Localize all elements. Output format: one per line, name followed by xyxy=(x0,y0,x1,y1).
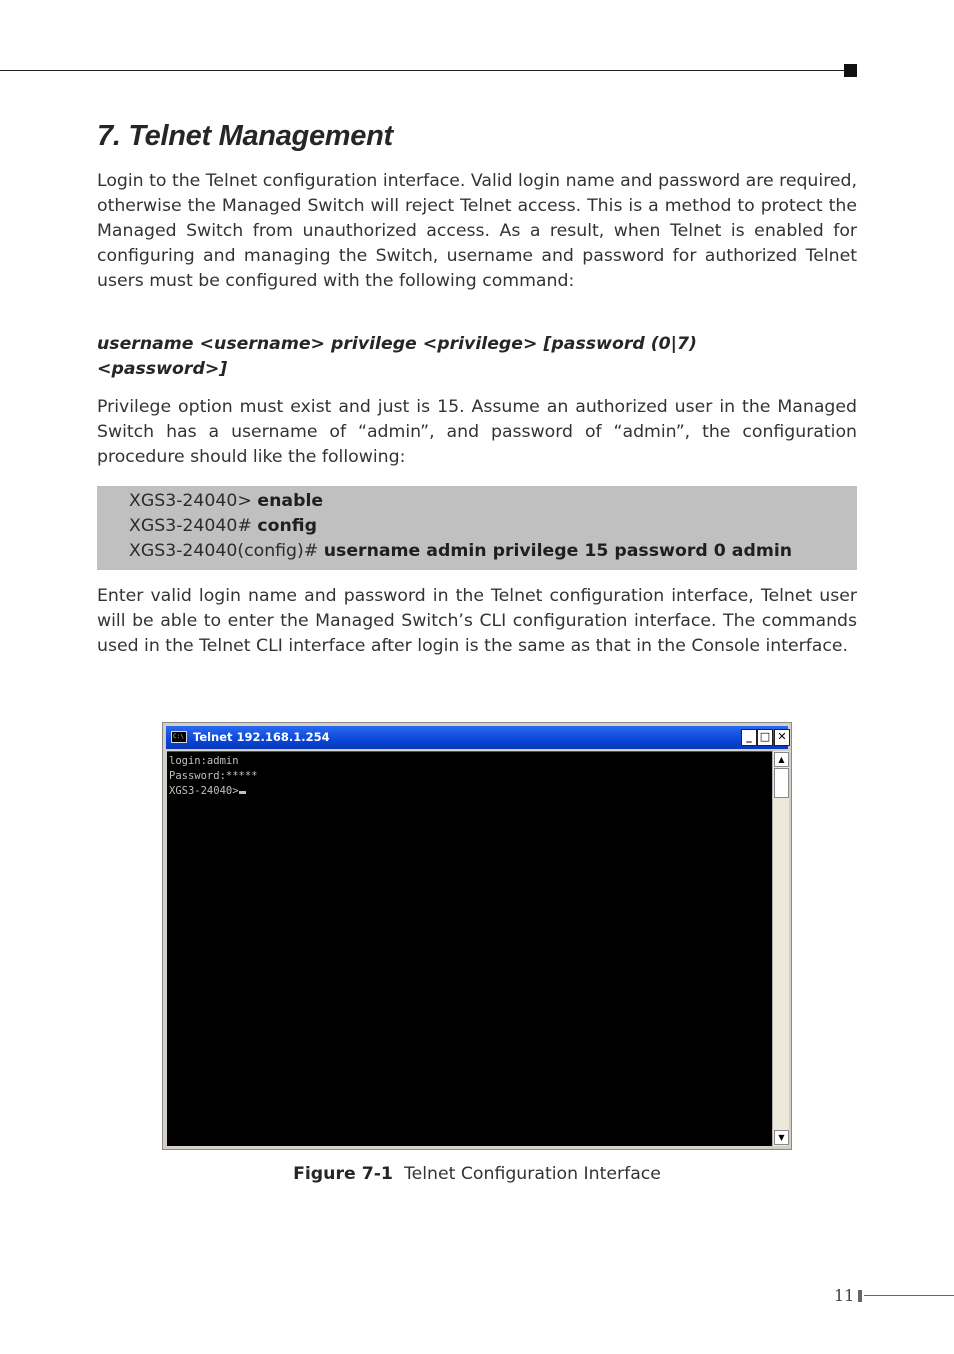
header-square-mark xyxy=(844,64,857,77)
section-heading: 7. Telnet Management xyxy=(97,120,393,152)
code-line xyxy=(129,514,317,539)
syntax-line-2: <password>] xyxy=(97,359,228,379)
code-command: enable xyxy=(257,491,324,511)
window-title: Telnet 192.168.1.254 xyxy=(193,730,330,744)
footer-mark xyxy=(858,1290,862,1302)
page-number: 11 xyxy=(834,1286,855,1305)
minimize-button[interactable]: _ xyxy=(741,729,757,746)
outro-paragraph: Enter valid login name and password in the Telnet configuration interface, Telnet user will be able to enter the Managed Switch’s CLI configuration interface. The commands used in the Telnet CLI interface after login is the same as that in the Console interface. xyxy=(97,586,857,656)
console-icon: C:\ xyxy=(171,731,187,743)
window-titlebar[interactable] xyxy=(166,726,788,749)
scroll-up-arrow-icon[interactable]: ▲ xyxy=(774,752,789,767)
vertical-scrollbar[interactable] xyxy=(772,751,789,1146)
figure-caption xyxy=(0,1162,954,1187)
console-prompt-text: XGS3-24040> xyxy=(169,785,239,797)
telnet-window-screenshot xyxy=(162,722,792,1150)
code-line xyxy=(129,489,323,514)
code-command: config xyxy=(257,516,317,536)
privilege-paragraph: Privilege option must exist and just is 15. Assume an authorized user in the Managed Switch has a username of “admin”, and password of “admin”, the configuration procedure should like the following: xyxy=(97,397,857,467)
console-line-prompt xyxy=(169,784,246,799)
scroll-down-arrow-icon[interactable]: ▼ xyxy=(774,1130,789,1145)
command-syntax xyxy=(97,332,857,382)
code-command: username admin privilege 15 password 0 admin xyxy=(323,541,793,561)
close-button[interactable]: ✕ xyxy=(774,729,790,746)
figure-label: Figure 7-1 xyxy=(293,1164,393,1184)
code-line xyxy=(129,539,792,564)
maximize-button[interactable]: □ xyxy=(757,729,773,746)
code-prompt: XGS3-24040> xyxy=(129,491,258,511)
console-line-login: login:admin xyxy=(169,755,239,767)
code-block xyxy=(97,486,857,570)
figure-caption-text: Telnet Configuration Interface xyxy=(403,1164,661,1184)
syntax-line-1: username <username> privilege <privilege> [password (0|7) xyxy=(97,334,697,354)
intro-paragraph: Login to the Telnet configuration interface. Valid login name and password are required, otherwise the Managed Switch will reject Telnet access. This is a method to protect the Managed Switch from unauthorized access. As a result, when Telnet is enabled for configuring and managing the Switch, username and password for authorized Telnet users must be configured with the following command: xyxy=(97,171,858,291)
console-line-password: Password:***** xyxy=(169,770,258,782)
text-cursor xyxy=(239,791,246,794)
code-prompt: XGS3-24040# xyxy=(129,516,258,536)
footer-rule xyxy=(864,1295,954,1296)
header-rule xyxy=(0,70,848,71)
code-prompt: XGS3-24040(config)# xyxy=(129,541,324,561)
scroll-thumb[interactable] xyxy=(774,768,789,798)
console-area[interactable] xyxy=(167,751,772,1146)
